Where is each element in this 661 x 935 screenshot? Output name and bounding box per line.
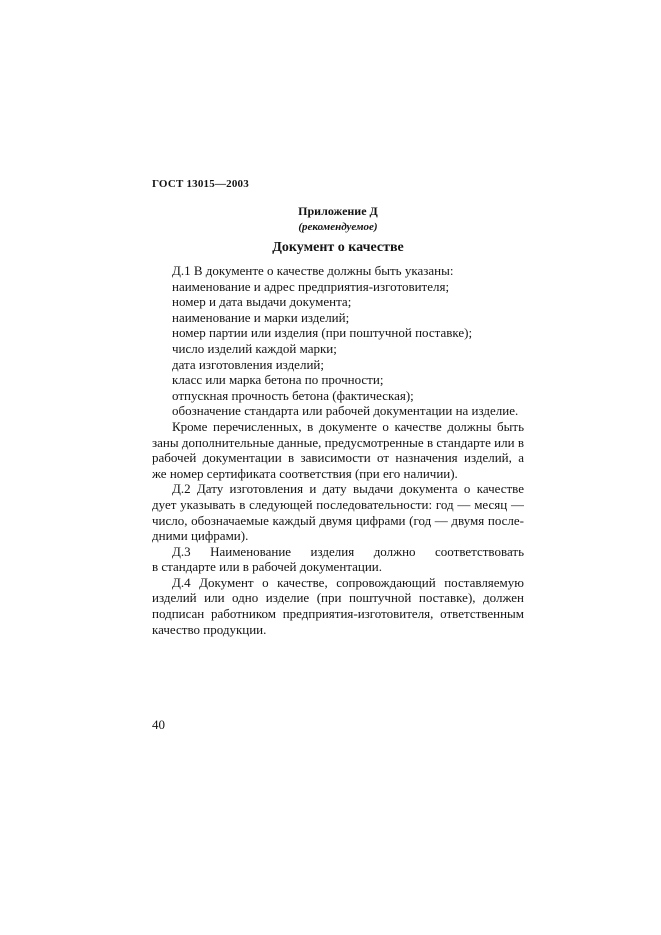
body-line: Д.4 Документ о качестве, сопровождающий поставляемую xyxy=(172,574,524,590)
body-line: обозначение стандарта или рабочей документации на изделие. xyxy=(172,403,519,419)
document-title: Документ о качестве xyxy=(272,240,404,255)
body-line: дними цифрами). xyxy=(152,528,249,544)
body-line: подписан работником предприятия-изготовителя, ответственным xyxy=(152,606,524,622)
body-line: номер партии или изделия (при поштучной поставке); xyxy=(172,325,473,341)
appendix-title: Приложение Д xyxy=(298,204,378,218)
body-line: в стандарте или в рабочей документации. xyxy=(152,559,383,575)
body-line: дует указывать в следующей последовательности: год — месяц — xyxy=(152,496,524,512)
body-line: класс или марка бетона по прочности; xyxy=(172,372,384,388)
body-line: число изделий каждой марки; xyxy=(172,340,337,356)
body-line: отпускная прочность бетона (фактическая); xyxy=(172,387,414,403)
body-line: наименование и адрес предприятия-изготовителя; xyxy=(172,278,450,294)
body-line: число, обозначаемые каждый двумя цифрами (год — двумя после- xyxy=(152,512,524,528)
body-line: дата изготовления изделий; xyxy=(172,356,324,372)
appendix-status: (рекомендуемое) xyxy=(298,221,378,233)
body-line: же номер сертификата соответствия (при его наличии). xyxy=(152,465,458,481)
body-line: Кроме перечисленных, в документе о качестве должны быть xyxy=(172,418,524,434)
page-number: 40 xyxy=(152,717,165,732)
standard-header: ГОСТ 13015—2003 xyxy=(152,178,249,190)
body-line: качество продукции. xyxy=(152,621,267,637)
body-line: рабочей документации в зависимости от назначения изделий, а xyxy=(152,450,524,466)
body-line: изделий или одно изделие (при поштучной поставке), должен xyxy=(152,590,524,606)
document-body xyxy=(152,263,524,637)
body-line: наименование и марки изделий; xyxy=(172,309,350,325)
body-line: Д.3 Наименование изделия должно соответствовать xyxy=(172,543,524,559)
body-line: номер и дата выдачи документа; xyxy=(172,294,352,310)
body-line: Д.1 В документе о качестве должны быть указаны: xyxy=(172,263,454,278)
body-line: Д.2 Дату изготовления и дату выдачи документа о качестве xyxy=(172,481,524,497)
body-line: заны дополнительные данные, предусмотренные в стандарте или в xyxy=(152,434,524,450)
